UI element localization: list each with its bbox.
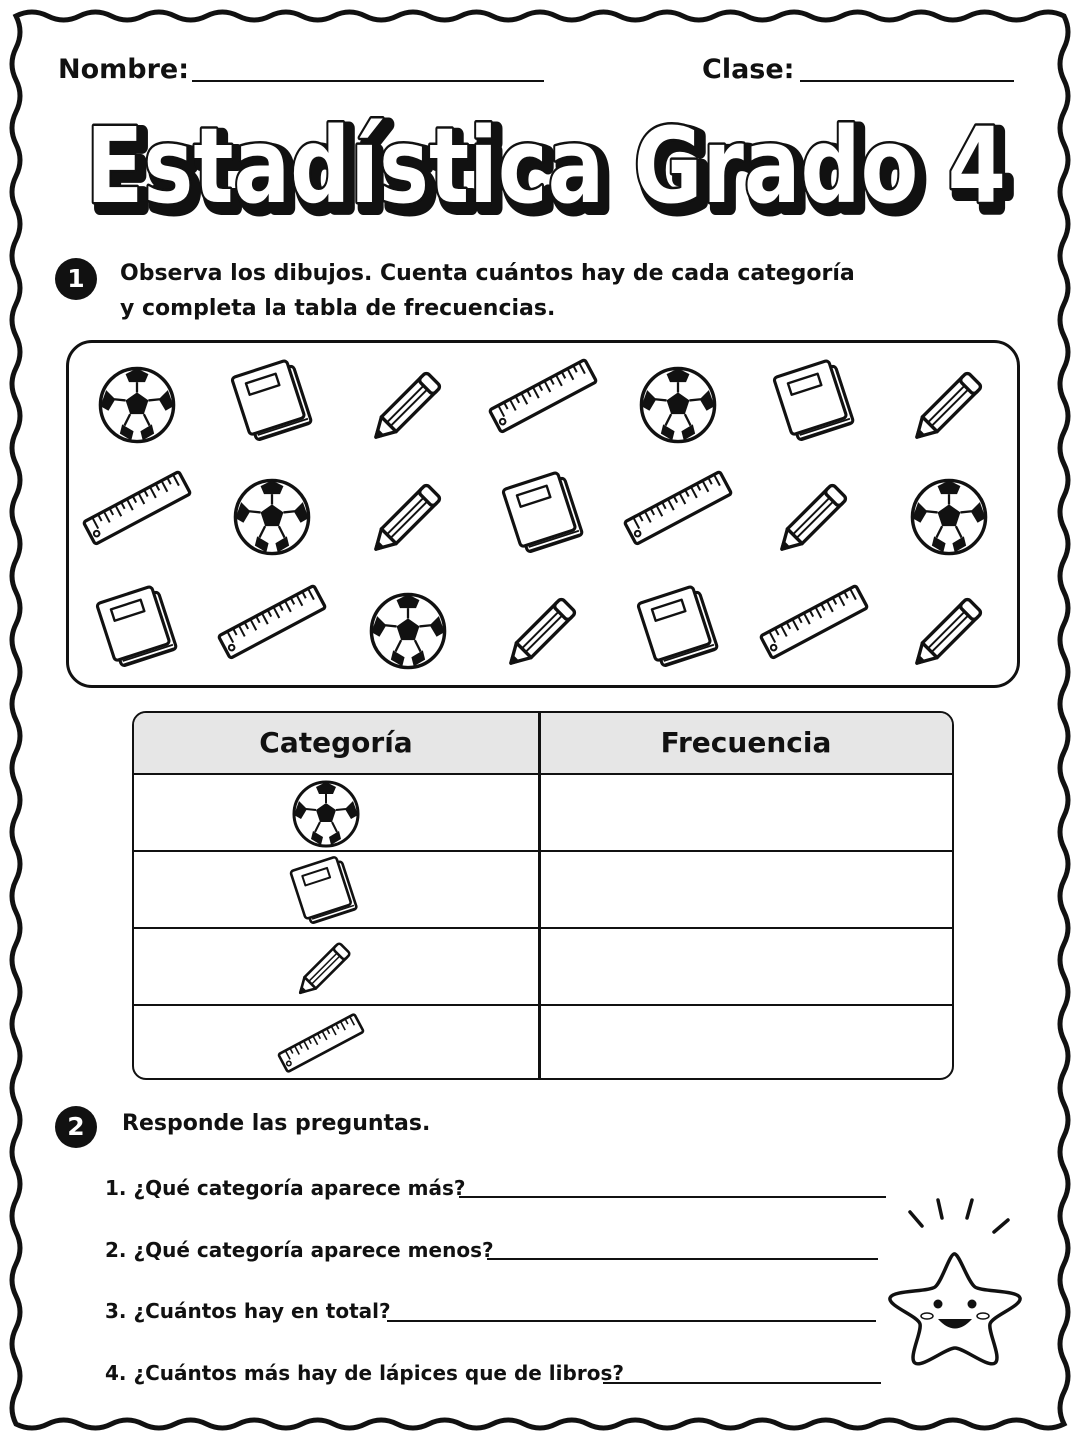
step-2-badge: 2 xyxy=(55,1106,97,1148)
pencil-icon xyxy=(901,583,997,683)
ruler-icon xyxy=(213,583,331,665)
pencil-icon xyxy=(495,583,591,683)
question-2 xyxy=(105,1238,494,1262)
smiling-star-icon xyxy=(880,1190,1030,1390)
question-number: 2. xyxy=(105,1238,127,1262)
question-text: ¿Cuántos más hay de lápices que de libros? xyxy=(133,1361,624,1385)
question-text: ¿Qué categoría aparece más? xyxy=(133,1176,466,1200)
pencil-icon xyxy=(901,357,997,457)
instruction-1-line-2: y completa la tabla de frecuencias. xyxy=(120,296,556,321)
ruler-icon xyxy=(755,583,873,665)
category-cell xyxy=(134,852,538,927)
pencil-icon xyxy=(360,469,456,569)
name-label: Nombre: xyxy=(58,54,190,85)
step-1-badge: 1 xyxy=(55,258,97,300)
pencil-icon xyxy=(766,469,862,569)
book-icon xyxy=(495,469,591,562)
ruler-icon xyxy=(484,357,602,439)
book-icon xyxy=(284,854,364,928)
book-icon xyxy=(766,357,862,450)
header-frequency: Frecuencia xyxy=(660,726,832,759)
table-row xyxy=(134,852,952,929)
answer-1-field[interactable] xyxy=(459,1196,886,1198)
pencil-icon xyxy=(288,931,362,1005)
question-1 xyxy=(105,1176,466,1200)
worksheet-title xyxy=(0,100,1080,230)
category-cell xyxy=(134,929,538,1004)
answer-2-field[interactable] xyxy=(487,1258,878,1260)
question-3 xyxy=(105,1299,391,1323)
ball-icon xyxy=(909,477,989,561)
category-cell xyxy=(134,1006,538,1080)
class-label: Clase: xyxy=(702,54,795,85)
question-number: 1. xyxy=(105,1176,127,1200)
table-header-row xyxy=(134,713,952,775)
answer-4-field[interactable] xyxy=(603,1382,881,1384)
ball-icon xyxy=(638,365,718,449)
frequency-table xyxy=(132,711,954,1080)
frequency-cell[interactable] xyxy=(540,775,952,850)
question-number: 3. xyxy=(105,1299,127,1323)
pictures-box xyxy=(66,340,1020,688)
ruler-icon xyxy=(274,1012,368,1074)
book-icon xyxy=(630,583,726,676)
ball-icon xyxy=(232,477,312,561)
name-field[interactable] xyxy=(192,80,544,82)
header-category: Categoría xyxy=(259,726,413,759)
frequency-cell[interactable] xyxy=(540,852,952,927)
instruction-2: Responde las preguntas. xyxy=(122,1111,431,1136)
instruction-1 xyxy=(120,256,855,326)
table-row xyxy=(134,929,952,1006)
ruler-icon xyxy=(619,469,737,551)
class-field[interactable] xyxy=(800,80,1014,82)
svg-text:Estadística Grado 4: Estadística Grado 4 xyxy=(92,111,1012,230)
question-4 xyxy=(105,1361,624,1385)
question-text: ¿Qué categoría aparece menos? xyxy=(133,1238,494,1262)
ball-icon xyxy=(368,591,448,675)
question-text: ¿Cuántos hay en total? xyxy=(133,1299,391,1323)
table-row xyxy=(134,1006,952,1080)
ball-icon xyxy=(291,779,361,849)
table-row xyxy=(134,775,952,852)
book-icon xyxy=(89,583,185,676)
frequency-cell[interactable] xyxy=(540,1006,952,1080)
category-cell xyxy=(134,775,538,850)
svg-text:Estadística Grado 4: Estadística Grado 4 xyxy=(86,105,1006,227)
pencil-icon xyxy=(360,357,456,457)
book-icon xyxy=(224,357,320,450)
question-number: 4. xyxy=(105,1361,127,1385)
ruler-icon xyxy=(78,469,196,551)
answer-3-field[interactable] xyxy=(387,1320,876,1322)
frequency-cell[interactable] xyxy=(540,929,952,1004)
instruction-1-line-1: Observa los dibujos. Cuenta cuántos hay de cada categoría xyxy=(120,261,855,286)
ball-icon xyxy=(97,365,177,449)
